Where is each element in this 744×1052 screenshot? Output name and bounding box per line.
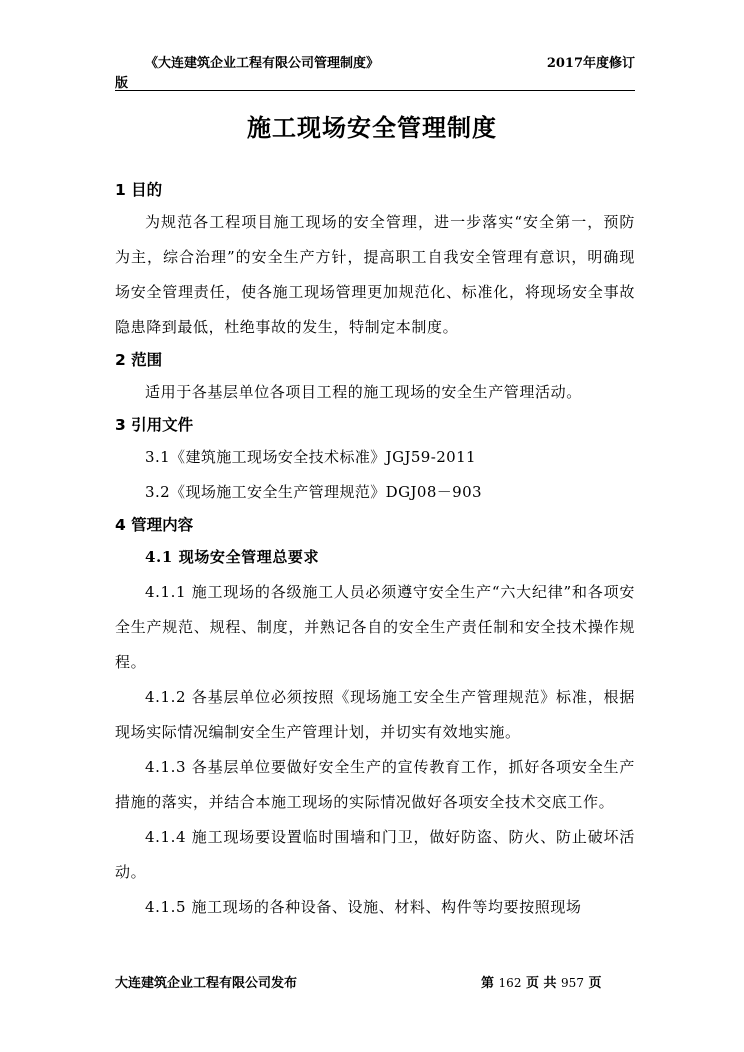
header-divider xyxy=(115,90,635,91)
section-heading-references: 3 引用文件 xyxy=(115,416,194,434)
page-total: 957 xyxy=(561,976,584,990)
clause-paragraph: 4.1.2 各基层单位必须按照《现场施工安全生产管理规范》标准，根据现场实际情况编制安全生产管理计划，并切实有效地实施。 xyxy=(115,688,635,741)
page-mid: 页 共 xyxy=(525,976,557,991)
header-title: 《大连建筑企业工程有限公司管理制度》 xyxy=(145,56,380,71)
document-title: 施工现场安全管理制度 xyxy=(247,113,497,142)
page-number: 162 xyxy=(498,976,522,990)
reference-item: 3.2《现场施工安全生产管理规范》DGJ08－903 xyxy=(145,483,482,501)
footer-publisher: 大连建筑企业工程有限公司发布 xyxy=(115,976,298,991)
clause-paragraph: 4.1.5 施工现场的各种设备、设施、材料、构件等均要按照现场 xyxy=(145,898,582,916)
section-heading-scope: 2 范围 xyxy=(115,351,163,369)
page-prefix: 第 xyxy=(481,976,495,991)
header-revision-tail: 版 xyxy=(115,76,129,91)
page-suffix: 页 xyxy=(588,976,602,991)
document-body xyxy=(115,175,635,925)
section-paragraph-scope: 适用于各基层单位各项目工程的施工现场的安全生产管理活动。 xyxy=(145,383,582,401)
clause-paragraph: 4.1.3 各基层单位要做好安全生产的宣传教育工作，抓好各项安全生产措施的落实，并结合本施工现场的实际情况做好各项安全技术交底工作。 xyxy=(115,758,635,811)
page-header xyxy=(115,52,635,91)
header-revision: 2017年度修订 xyxy=(546,56,635,71)
clause-paragraph: 4.1.4 施工现场要设置临时围墙和门卫，做好防盗、防火、防止破坏活动。 xyxy=(115,828,635,881)
section-paragraph-purpose: 为规范各工程项目施工现场的安全管理，进一步落实“安全第一，预防为主，综合治理”的安全生产方针，提高职工自我安全管理有意识，明确现场安全管理责任，使各施工现场管理更加规范化、标准化，将现场安全事故隐患降到最低，杜绝事故的发生，特制定本制度。 xyxy=(115,213,635,336)
page-indicator xyxy=(481,972,602,991)
section-heading-purpose: 1 目的 xyxy=(115,181,163,199)
clause-paragraph: 4.1.1 施工现场的各级施工人员必须遵守安全生产“六大纪律”和各项安全生产规范、规程、制度，并熟记各自的安全生产责任制和安全技术操作规程。 xyxy=(115,583,635,671)
reference-item: 3.1《建筑施工现场安全技术标准》JGJ59-2011 xyxy=(145,448,476,466)
subsection-heading: 4.1 现场安全管理总要求 xyxy=(145,548,320,566)
section-heading-management: 4 管理内容 xyxy=(115,516,194,534)
